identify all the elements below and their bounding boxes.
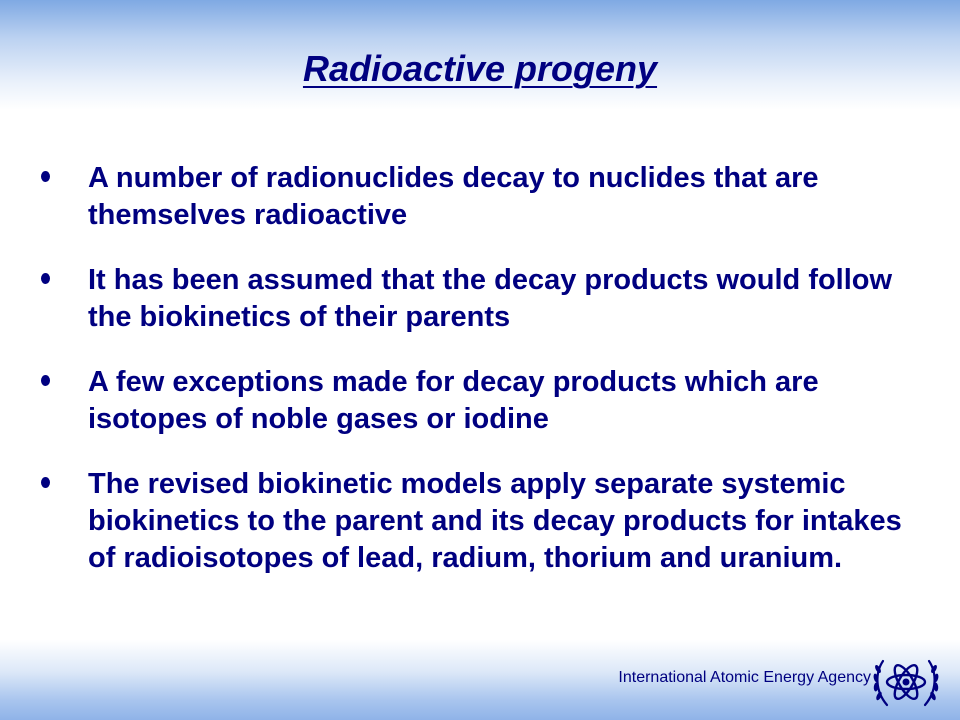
footer-organization-name: International Atomic Energy Agency xyxy=(618,669,871,686)
bullet-item xyxy=(0,262,960,336)
bullet-text: A number of radionuclides decay to nuclides that are themselves radioactive xyxy=(88,162,819,231)
bullet-text: The revised biokinetic models apply separate systemic biokinetics to the parent and its decay products for intakes of radioisotopes of lead, radium, thorium and uranium. xyxy=(88,468,902,574)
bullet-point-icon xyxy=(41,375,50,386)
bullet-point-icon xyxy=(41,477,50,488)
bullet-text: It has been assumed that the decay products would follow the biokinetics of their parents xyxy=(88,264,893,333)
bullet-point-icon xyxy=(41,273,50,284)
bullet-item xyxy=(0,160,960,234)
bullet-text: A few exceptions made for decay products which are isotopes of noble gases or iodine xyxy=(88,366,819,435)
slide-title: Radioactive progeny xyxy=(302,48,658,89)
iaea-logo-icon xyxy=(871,653,941,711)
bullet-list xyxy=(0,160,960,577)
bullet-item xyxy=(0,466,960,577)
bullet-point-icon xyxy=(41,171,50,182)
bullet-item xyxy=(0,364,960,438)
